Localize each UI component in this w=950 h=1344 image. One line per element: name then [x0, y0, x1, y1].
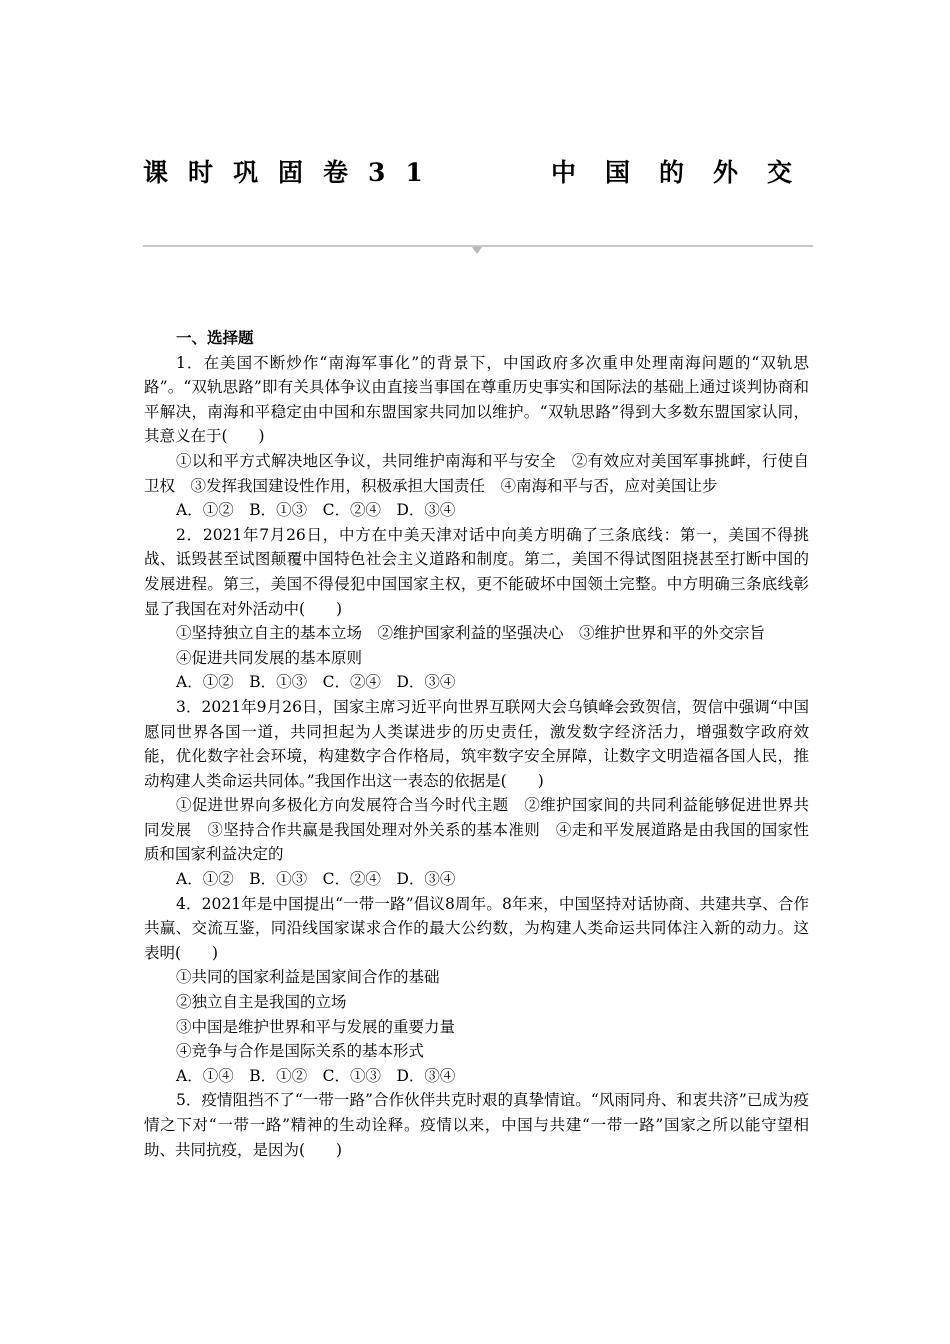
question-2-stem: 2．2021年7月26日，中方在中美天津对话中向美方明确了三条底线：第一，美国不得挑战、诋毁甚至试图颠覆中国特色社会主义道路和制度。第二，美国不得试图阻挠甚至打断中国的发展进程。第三，美国不得侵犯中国国家主权，更不能破坏中国领土完整。中方明确三条底线彰显了我国在对外活动中( ) [144, 525, 809, 618]
divider-triangle-icon [472, 247, 482, 254]
question-5-stem: 5．疫情阻挡不了“一带一路”合作伙伴共克时艰的真挚情谊。“风雨同舟、和衷共济”已成为疫情之下对“一带一路”精神的生动诠释。疫情以来，中国与共建“一带一路”国家之所以能守望相助、共同抗疫，是因为( ) [144, 1091, 809, 1159]
section-heading: 一、选择题 [176, 328, 254, 347]
question-4-option-3: ③中国是维护世界和平与发展的重要力量 [176, 1017, 456, 1036]
question-1-stem: 1．在美国不断炒作“南海军事化”的背景下，中国政府多次重申处理南海问题的“双轨思路”。“双轨思路”即有关具体争议由直接当事国在尊重历史事实和国际法的基础上通过谈判协商和平解决，南海和平稳定由中国和东盟国家共同加以维护。“双轨思路”得到大多数东盟国家认同，其意义在于( ) [144, 353, 809, 446]
question-2-answers: A．①② B．①③ C．②④ D．③④ [176, 673, 456, 692]
question-2-option-4: ④促进共同发展的基本原则 [176, 648, 363, 667]
title-topic: 中国的外交 [551, 158, 822, 187]
page-title [143, 153, 822, 193]
question-2-options: ①坚持独立自主的基本立场 ②维护国家利益的坚强决心 ③维护世界和平的外交宗旨 [176, 624, 766, 643]
question-3-options: ①促进世界向多极化方向发展符合当今时代主题 ②维护国家间的共同利益能够促进世界共同发展 ③坚持合作共赢是我国处理对外关系的基本准则 ④走和平发展道路是由我国的国家性质和国家利益决定的 [144, 796, 809, 864]
question-4-option-4: ④竞争与合作是国际关系的基本形式 [176, 1042, 425, 1061]
question-4-stem: 4．2021年是中国提出“一带一路”倡议8周年。8年来，中国坚持对话协商、共建共享、合作共赢、交流互鉴，同沿线国家谋求合作的最大公约数，为构建人类命运共同体注入新的动力。这表明( ) [144, 894, 809, 962]
question-1-options: ①以和平方式解决地区争议，共同维护南海和平与安全 ②有效应对美国军事挑衅，行使自卫权 ③发挥我国建设性作用，积极承担大国责任 ④南海和平与否，应对美国让步 [144, 451, 809, 495]
question-1-answers: A．①② B．①③ C．②④ D．③④ [176, 501, 456, 520]
question-3-answers: A．①② B．①③ C．②④ D．③④ [176, 870, 456, 889]
question-body [144, 326, 809, 1162]
question-4-option-1: ①共同的国家利益是国家间合作的基础 [176, 968, 440, 987]
question-4-answers: A．①④ B．①② C．①③ D．③④ [176, 1066, 456, 1085]
question-3-stem: 3．2021年9月26日，国家主席习近平向世界互联网大会乌镇峰会致贺信，贺信中强调“中国愿同世界各国一道，共同担起为人类谋进步的历史责任，激发数字经济活力，增强数字政府效能，优化数字社会环境，构建数字合作格局，筑牢数字安全屏障，让数字文明造福各国人民，推动构建人类命运共同体。”我国作出这一表态的依据是( ) [144, 697, 809, 790]
question-4-option-2: ②独立自主是我国的立场 [176, 993, 347, 1012]
title-lesson: 课时巩固卷31 [143, 158, 443, 187]
